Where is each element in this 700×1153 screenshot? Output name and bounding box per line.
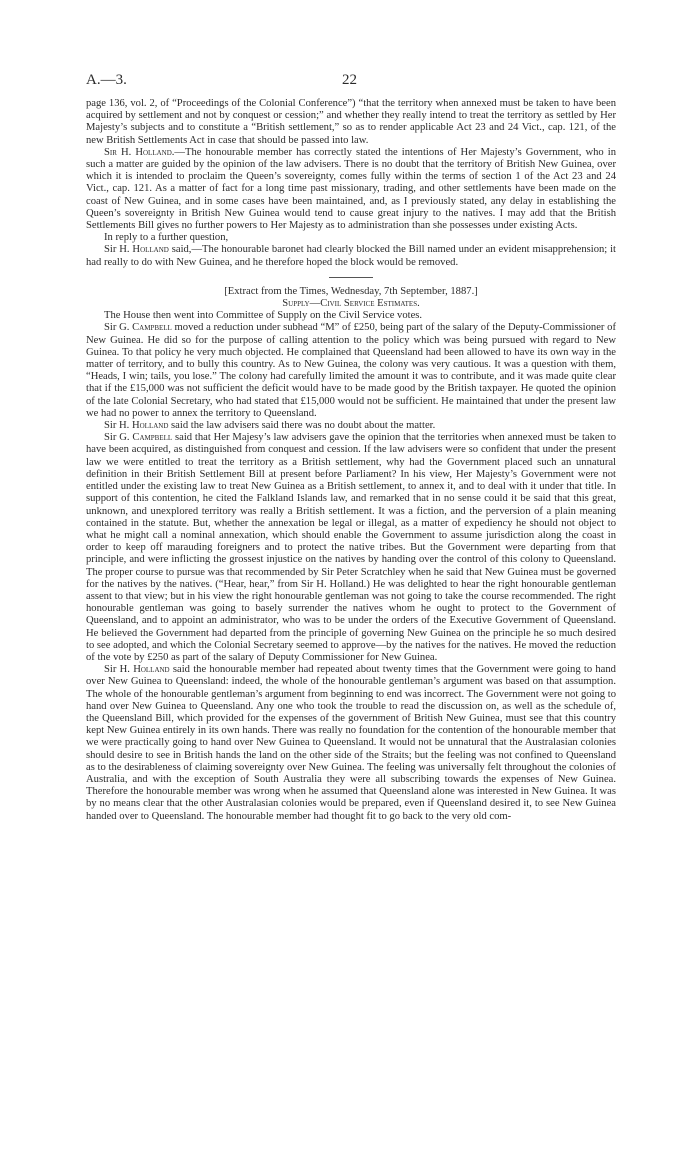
speaker-title: Sir H. [104,664,134,676]
speaker-title: Sir H. [104,420,132,432]
speaker-name: Campbell [132,432,173,444]
speech-text: said the honourable member had repeated about twenty times that the Government were going to hand over New Guinea to Queensland: indeed, the whole of the honourable gentleman’s argument was based on that assumption. The whole of the honourable gentleman’s argument from beginning to end was incorrect. The Government were not going to hand over New Guinea to Queensland. Any one who took the trouble to read the discussion on, as well as the schedule of, the Queensland Bill, which provided for the expenses of the government of British New Guinea, must see that this country kept New Guinea entirely in its own hands. There was really no foundation for the contention of the honourable member that we were practically going to hand over New Guinea to Queensland. It would not be unnatural that the Australasian colonies should desire to see in British hands the land on the other side of the Straits; but the feeling was not confined to Queensland as to the desirableness of claiming sovereignty over New Guinea. The feeling was universally felt throughout the colonies of Australia, and with the exception of South Australia they were all subscribing towards the expenses of New Guinea. Therefore the honourable member was wrong when he assumed that Queensland alone was interested in New Guinea. It was by no means clear that the other Australasian colonies would be prepared, even if Queensland desired it, to see New Guinea handed over to Queensland. The honourable member had thought fit to go back to the very old com- [86,664,616,822]
page-number: 22 [342,72,357,88]
speech-text: said the law advisers said there was no doubt about the matter. [168,420,436,432]
section-title-text: Supply—Civil Service Estimates. [282,298,420,310]
page-header [86,72,616,94]
page-body [86,98,616,823]
extract-line: [Extract from the Times, Wednesday, 7th September, 1887.] [224,285,478,297]
speaker-name: H. Holland [119,244,169,256]
speaker-title: Sir G. [104,322,133,334]
section-title [86,298,616,310]
paragraph: page 136, vol. 2, of “Proceedings of the Colonial Conference”) “that the territory when annexed must be taken to have been acquired by settlement and not by conquest or cession;” and whether they really intend to treat the territory as settled by Her Majesty’s subjects and to constitute a “British settlement,” so as to render applicable Act 23 and 24 Vict., cap. 121, of the new British Settlements Act in case that should be passed into law. [86,98,616,146]
paragraph: In reply to a further question, [104,232,229,244]
speaker-title: Sir G. [104,432,133,444]
paragraph [86,147,616,232]
speaker-name: Holland [133,664,170,676]
paragraph [86,244,616,268]
paragraph: The House then went into Committee of Supply on the Civil Service votes. [104,310,423,322]
paragraph [86,420,616,432]
divider [329,277,373,278]
speech-text: said that Her Majesy’s law advisers gave the opinion that the territories when annexed must be taken to have been acquired, as distinguished from conquest and cession. If the law advisers were so confident that under the present law we were entitled to treat the territory as a British settlement, why had the Government placed such an unnatural definition in their British Settlement Bill at present before Parliament? In his view, Her Majesty’s Government were not entitled under the existing law to treat New Guinea as a British settlement, to annex it, and to deal with it under that title. In support of this contention, he cited the Falkland Islands law, and remarked that in no sense could it be said that this great, unknown, and unexplored territory was really a British settlement. It was a fiction, and the perversion of a plain meaning contained in the statute. But, whether the annexation be legal or illegal, as a matter of expediency he should not object to what he might call a nominal annexation, which should enable the Government to assume jurisdiction along the coast in order to keep off marauding foreigners and to protect the native tribes. But the Government were departing from that principle, and were inflicting the grossest injustice on the natives by handing over the control of this colony to Queensland. The proper course to pursue was that recommended by Sir Peter Scratchley when he said that New Guinea must be governed for the natives by the natives. (“Hear, hear,” from Sir H. Holland.) He was delighted to hear the right honourable gentleman assent to that view; but in his view the right honourable gentleman was not going to take the course recommended. The right honourable gentleman was going to basely surrender the natives whom he ought to protect to the Government of Queensland, and to appoint an administrator, who was to be under the orders of the Executive Government of Queensland. He believed the Government had departed from the principle of governing New Guinea on the principle he so much desired to see adopted, and which the Colonial Secretary seemed to approve—by the natives for the natives. He moved the reduction of the vote by £250 as part of the salary of Deputy Commissioner for New Guinea. [86,432,617,663]
paragraph [86,664,616,823]
speech-text: —The honourable member has correctly stated the intentions of Her Majesty’s Government, who in such a matter are guided by the opinion of the law advisers. There is no doubt that the territory of British New Guinea, over which it is intended to proclaim the Queen’s sovereignty, comes fully within the terms of section 1 of the Act 23 and 24 Vict., cap. 121. As a matter of fact for a long time past missionary, trading, and other settlements have been made on the coast of New Guinea, and in some cases have been maintained, and, as I previously stated, any delay in establishing the Queen’s sovereignty in British New Guinea would tend to cause great injury to the natives. I may add that the British Settlements Bill gives no further powers to Her Majesty as to administration than she possesses under existing Acts. [86,146,617,232]
speaker-name: Holland [131,420,169,432]
paragraph [86,432,616,664]
speech-text: moved a reduction under subhead “M” of £250, being part of the salary of the Deputy-Commissioner of New Guinea. He did so for the purpose of calling attention to the policy which was being pursued with regard to New Guinea. To that policy he very much objected. He complained that Queensland had been allowed to have its own way in the matter of territory, and to bully this country. As to New Guinea, the colony was very cautious. It was a question with them, “Heads, I win; tails, you lose.” The colony had carefully limited the amount it was to contribute, and it was made quite clear that if the £15,000 was not sufficient the deficit would have to be made good by the British taxpayer. He quoted the opinion of the late Colonial Secretary, who had stated that £15,000 would not be sufficient. He maintained that under the present law we had no power to annex the territory to Queensland. [86,322,616,419]
series-label: A.—3. [86,72,127,88]
speech-text: said,—The honourable baronet had clearly blocked the Bill named under an evident misapprehension; it had really to do with New Guinea, and he therefore hoped the block would be removed. [86,244,617,268]
speaker-title: Sir [104,244,120,256]
speaker-name: Sir H. Holland. [104,146,175,158]
speaker-name: Campbell [132,322,172,334]
paragraph [86,322,616,420]
